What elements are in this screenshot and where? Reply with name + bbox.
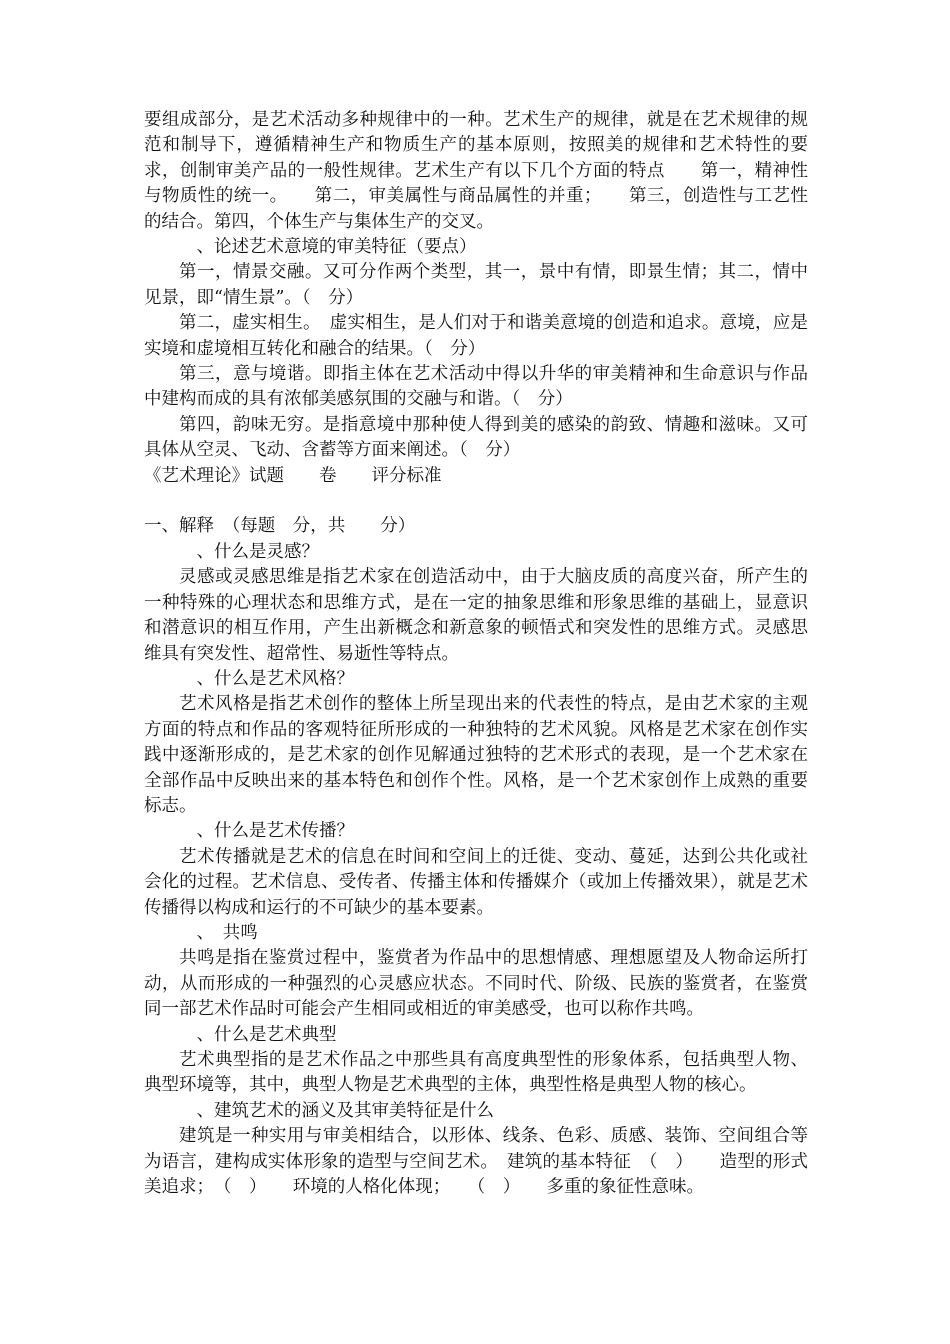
answer-art-typicality: 艺术典型指的是艺术作品之中那些具有高度典型性的形象体系，包括典型人物、典型环境等，其中，典型人物是艺术典型的主体，典型性格是典型人物的核心。 [144,1050,808,1096]
question-art-communication: 、什么是艺术传播？ [179,821,354,842]
question-architecture: 、建筑艺术的涵义及其审美特征是什么 [179,1100,494,1121]
answer-architecture: 建筑是一种实用与审美相结合，以形体、线条、色彩、质感、装饰、空间组合等为语言，建构成实体形象的造型与空间艺术。 建筑的基本特征 （ ） 造型的形式美追求； （ ） 环境的人格化体现； （ ） 多重的象征性意味。 [144,1126,808,1198]
paragraph-conception-point-2: 第二，虚实相生。 虚实相生，是人们对于和谐美意境的创造和追求。意境，应是实境和虚境相互转化和融合的结果。（ 分） [144,313,808,359]
answer-art-communication: 艺术传播就是艺术的信息在时间和空间上的迁徙、变动、蔓延，达到公共化或社会化的过程。艺术信息、受传者、传播主体和传播媒介（或加上传播效果），就是艺术传播得以构成和运行的不可缺少的基本要素。 [144,846,808,918]
exam-section-title: 《艺术理论》试题 卷 评分标准 [144,465,442,486]
heading-artistic-conception-question: 、论述艺术意境的审美特征（要点） [179,237,477,258]
question-art-style: 、什么是艺术风格？ [179,668,354,689]
question-inspiration: 、什么是灵感？ [179,541,319,562]
answer-inspiration: 灵感或灵感思维是指艺术家在创造活动中，由于大脑皮质的高度兴奋，所产生的一种特殊的心理状态和思维方式，是在一定的抽象思维和形象思维的基础上，显意识和潜意识的相互作用，产生出新概念和新意象的顿悟式和突发性的思维方式。灵感思维具有突发性、超常性、易逝性等特点。 [144,567,808,664]
question-resonance: 、 共鸣 [179,922,258,943]
blank-line [144,489,808,514]
document-body [144,108,808,1200]
section-heading-definitions: 一、解释 （每题 分，共 分） [144,516,416,537]
paragraph-conception-point-1: 第一，情景交融。又可分作两个类型，其一，景中有情，即景生情；其二，情中见景，即“情生景”。（ 分） [144,262,808,308]
paragraph-art-production-continuation: 要组成部分，是艺术活动多种规律中的一种。艺术生产的规律，就是在艺术规律的规范和制导下，遵循精神生产和物质生产的基本原则，按照美的规律和艺术特性的要求，创制审美产品的一般性规律。艺术生产有以下几个方面的特点 第一，精神性与物质性的统一。 第二，审美属性与商品属性的并重； 第三，创造性与工艺性的结合。第四，个体生产与集体生产的交叉。 [144,110,808,232]
question-art-typicality: 、什么是艺术典型 [179,1024,337,1045]
paragraph-conception-point-3: 第三，意与境谐。即指主体在艺术活动中得以升华的审美精神和生命意识与作品中建构而成的具有浓郁美感氛围的交融与和谐。（ 分） [144,364,808,410]
answer-resonance: 共鸣是指在鉴赏过程中，鉴赏者为作品中的思想情感、理想愿望及人物命运所打动，从而形成的一种强烈的心灵感应状态。不同时代、阶级、民族的鉴赏者，在鉴赏同一部艺术作品时可能会产生相同或相近的审美感受，也可以称作共鸣。 [144,948,808,1020]
paragraph-conception-point-4: 第四，韵味无穷。是指意境中那种使人得到美的感染的韵致、情趣和滋味。又可具体从空灵、飞动、含蓄等方面来阐述。（ 分） [144,414,808,461]
answer-art-style: 艺术风格是指艺术创作的整体上所呈现出来的代表性的特点，是由艺术家的主观方面的特点和作品的客观特征所形成的一种独特的艺术风貌。风格是艺术家在创作实践中逐渐形成的，是艺术家的创作见解通过独特的艺术形式的表现，是一个艺术家在全部作品中反映出来的基本特色和创作个性。风格，是一个艺术家创作上成熟的重要标志。 [144,694,808,816]
